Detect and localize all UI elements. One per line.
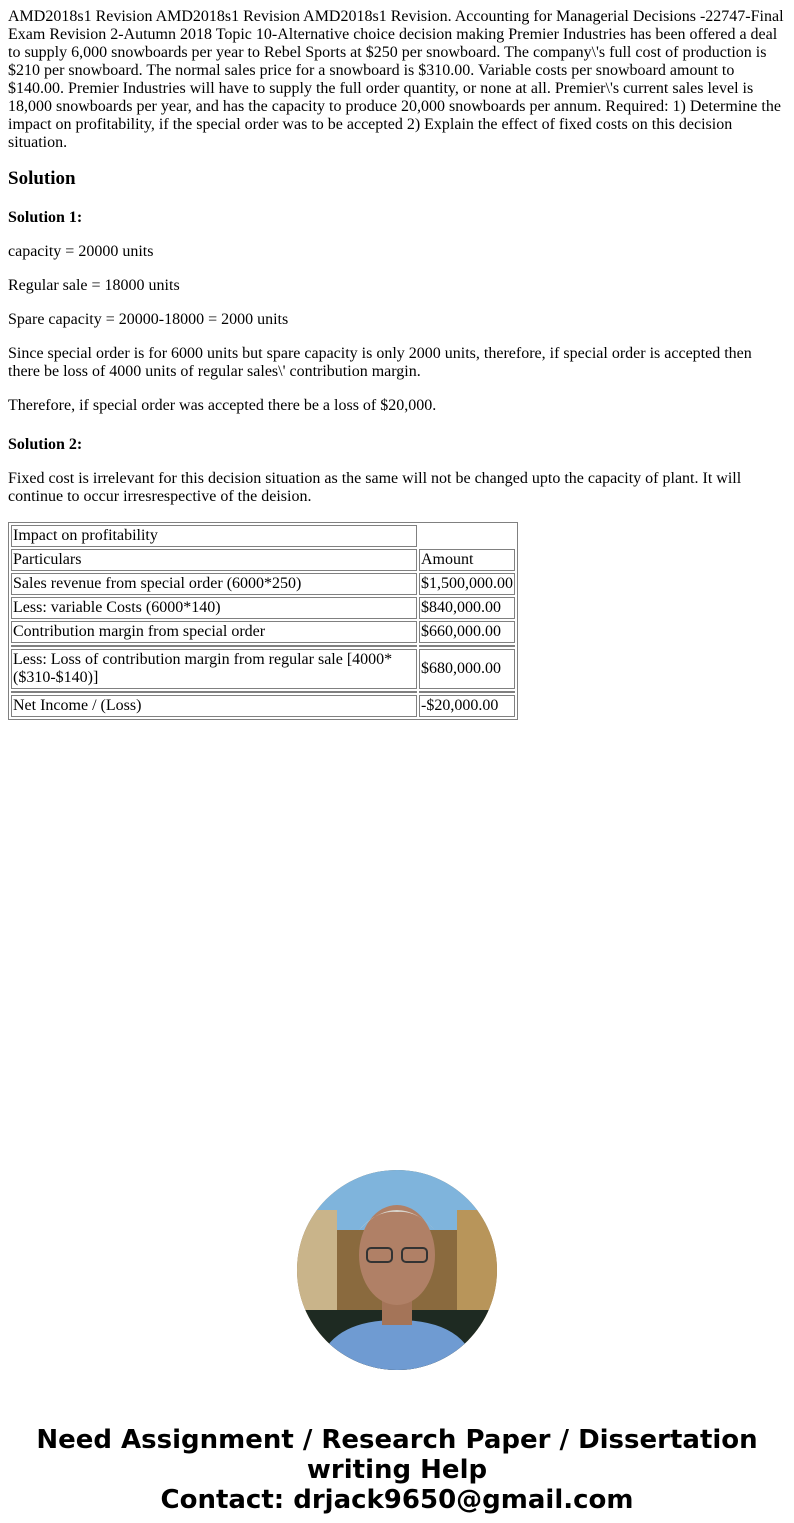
question-text: AMD2018s1 Revision AMD2018s1 Revision AMD2018s1 Revision. Accounting for Managerial Decisions -22747-Final Exam Revision 2-Autumn 2018 Topic 10-Alternative choice decision making Premier Industries has been offered a deal to supply 6,000 snowboards per year to Rebel Sports at $250 per snowboard. The company\'s full cost of production is $210 per snowboard. The normal sales price for a snowboard is $310.00. Variable costs per snowboard amount to $140.00. Premier Industries will have to supply the full order quantity, or none at all. Premier\'s current sales level is 18,000 snowboards per year, and has the capacity to produce 20,000 snowboards per annum. Required: 1) Determine the impact on profitability, if the special order was to be accepted 2) Explain the effect of fixed costs on this decision situation. (8, 8, 784, 151)
footer-contact: Contact: drjack9650@gmail.com (160, 1485, 634, 1515)
table-cell: Contribution margin from special order (11, 621, 417, 643)
table-cell: $840,000.00 (419, 597, 515, 619)
table-cell: Sales revenue from special order (6000*250) (11, 573, 417, 595)
footer-banner (8, 1425, 786, 1515)
table-row (11, 649, 515, 689)
solution-line: Since special order is for 6000 units but spare capacity is only 2000 units, therefore, if special order is accepted then there be loss of 4000 units of regular sales\' contribution margin. (8, 345, 752, 380)
table-cell: $1,500,000.00 (419, 573, 515, 595)
table-row (11, 525, 515, 547)
solution-line: Spare capacity = 20000-18000 = 2000 units (8, 311, 289, 328)
table-title: Impact on profitability (11, 525, 417, 547)
solution-line: capacity = 20000 units (8, 243, 154, 260)
solution-2-text: Fixed cost is irrelevant for this decision situation as the same will not be changed upto the capacity of plant. It will continue to occur irresrespective of the deision. (8, 470, 742, 505)
table-row (11, 695, 515, 717)
table-header: Amount (419, 549, 515, 571)
table-row (11, 573, 515, 595)
solution-1-heading: Solution 1: (8, 209, 83, 226)
author-photo (297, 1170, 497, 1370)
table-row (11, 549, 515, 571)
table-separator (11, 645, 515, 647)
table-row (11, 597, 515, 619)
solution-heading: Solution (8, 168, 76, 189)
table-cell: Net Income / (Loss) (11, 695, 417, 717)
table-cell: $680,000.00 (419, 649, 515, 689)
solution-2-heading: Solution 2: (8, 436, 83, 453)
table-cell: Less: Loss of contribution margin from regular sale [4000*($310-$140)] (11, 649, 417, 689)
table-cell: -$20,000.00 (419, 695, 515, 717)
table-separator (11, 691, 515, 693)
footer-line: Need Assignment / Research Paper / Dissertation writing Help (36, 1425, 758, 1485)
table-row (11, 621, 515, 643)
solution-line: Regular sale = 18000 units (8, 277, 180, 294)
solution-line: Therefore, if special order was accepted there be a loss of $20,000. (8, 397, 437, 414)
table-cell: $660,000.00 (419, 621, 515, 643)
table-header: Particulars (11, 549, 417, 571)
table-cell: Less: variable Costs (6000*140) (11, 597, 417, 619)
profitability-table (8, 522, 518, 720)
